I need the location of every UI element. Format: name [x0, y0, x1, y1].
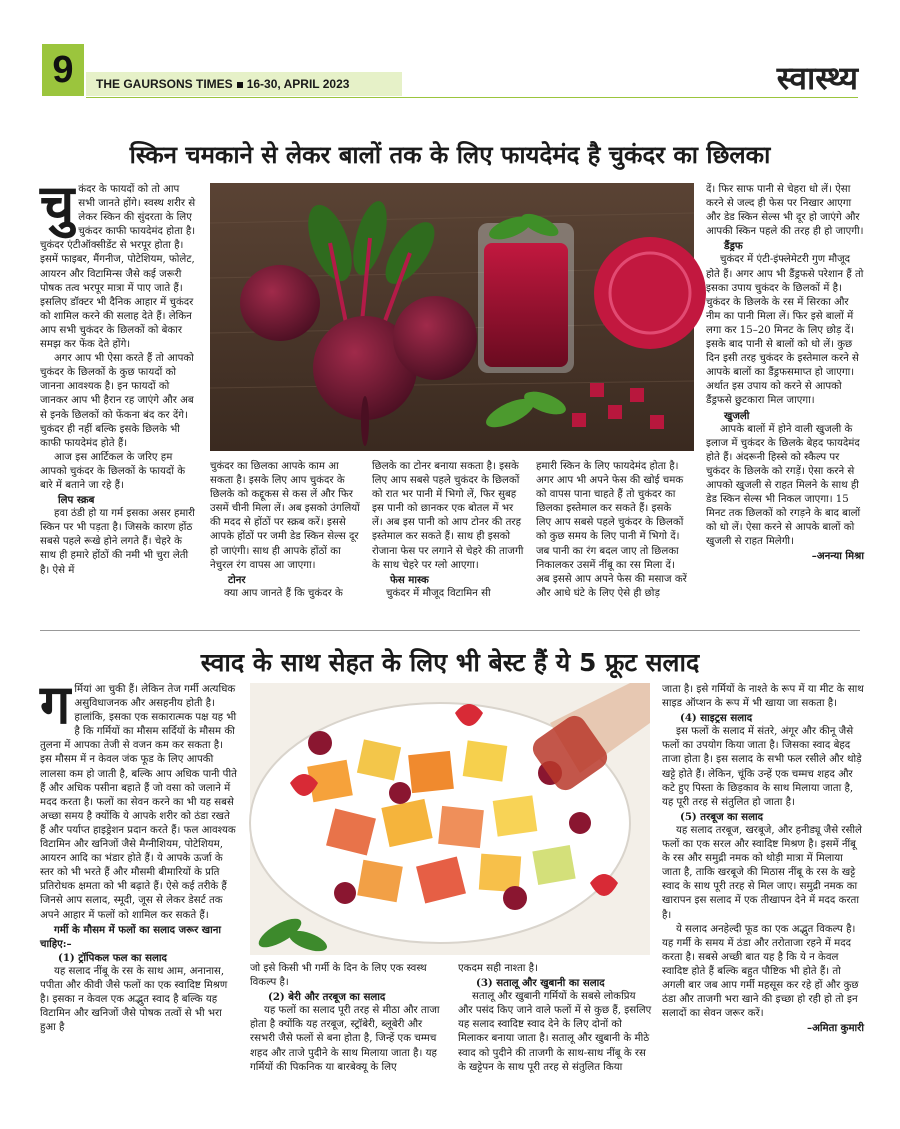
subheading-watermelon-salad: (5) तरबूज का सलाद: [680, 810, 764, 823]
page-number: 9: [42, 44, 84, 96]
article2-subheading: गर्मी के मौसम में फलों का सलाद जरूर खाना चाहिए:–: [40, 923, 222, 950]
header-rule: [86, 97, 858, 98]
article1-paragraph: चुकंदर में मौजूद विटामिन सी: [386, 587, 491, 599]
article2-drop-cap: ग: [40, 673, 71, 736]
subheading-dandruff: डैंड्रफ: [724, 240, 743, 253]
article2-column-2: [250, 962, 448, 1117]
article2-paragraph: र्मियां आ चुकी हैं। लेकिन तेज गर्मी अत्यधिक असुविधाजनक और असहनीय होती है। हालांकि, इसका एक सकारात्मक पक्ष यह भी है कि गर्मियों का मौसम सर्दियों के मौसम की तुलना में आपका तेजी से वजन कम कर सकता है। इस मौसम में न केवल जंक फूड के लिए आपकी लालसा कम हो जाती है, बल्कि आप अधिक पानी पीते हैं और अधिक पसीना बहाते हैं जो वसा को जलाने में मदद करता है। फलों का सेवन करने का भी यह सबसे अच्छा समय है क्योंकि ये आपके शरीर को ठंडा रखते हैं और पर्याप्त हाइड्रेशन प्रदान करते हैं। फल आवश्यक विटामिन और खनिजों जैसे मैग्नीशियम, पोटेशियम, आयरन आदि का भंडार होते हैं। ये आपके ऊर्जा के स्तर को भी भरते हैं और मौसमी बीमारियों के प्रति प्रतिरोधक क्षमता को भी बढ़ाते हैं। ऐसे कई तरीके हैं जिनसे आप सलाद, स्मूदी, जूस से लेकर डेसर्ट तक अपने आहार में फलों को शामिल कर सकते हैं।: [40, 684, 237, 921]
article2-paragraph: यह सलाद नींबू के रस के साथ आम, अनानास, पपीता और कीवी जैसे फलों का एक स्वादिष्ट मिश्रण है। इसका न केवल एक अद्भुत स्वाद है बल्कि यह विटामिन और खनिजों जैसे पोषक तत्वों से भी भरा हुआ है: [40, 965, 228, 1034]
article1-byline: –अनन्या मिश्रा: [811, 550, 864, 563]
article2-column-4: [662, 683, 864, 1117]
article1-paragraph: आपके बालों में होने वाली खुजली के इलाज में चुकंदर के छिलके बेहद फायदेमंद होते हैं। अंदरूनी हिस्से को स्कैल्प पर चुकंदर के छिलके को रगड़ें। ऐसा करने से आपको खुजली से राहत मिलने के साथ ही डेड स्किन सेल्स भी निकल जाएगा। 15 मिनट तक छिलकों को रगड़ने के बाद बालों को धो लें। ऐसा करने से आपके बालों को खुजली से राहत मिलेगी।: [706, 423, 861, 548]
subheading-itching: खुजली: [724, 409, 750, 422]
article2-paragraph: इस फलों के सलाद में संतरे, अंगूर और कीनू जैसे फलों का उपयोग किया जाता है। जिसका स्वाद बेहद ताजा होता है। इस सलाद के सभी फल रसीले और थोड़े खट्टे होते हैं। लेकिन, चूंकि उन्हें एक चम्मच शहद और कटे हुए पिस्ता के छिड़काव के साथ मिलाया जाता है, यह पूरी तरह से संतुलित हो जाता है।: [662, 726, 862, 808]
article1-paragraph: अगर आप भी ऐसा करते हैं तो आपको चुकंदर के छिलकों के कुछ फायदों को जानना आवश्यक है। इन फायदों को जानकर आप भी हैरान रह जाएंगे और अब से इनके छिलकों को फेंकना बंद कर देंगे। चुकंदर ही नहीं बल्कि इसके छिलके भी काफी फायदेमंद होते हैं।: [40, 353, 194, 449]
masthead-bar: [86, 72, 402, 96]
beetroot-photo: [210, 183, 694, 451]
article2-paragraph: एकदम सही नाश्ता है।: [458, 963, 538, 974]
article2-headline: स्वाद के साथ सेहत के लिए भी बेस्ट हैं ये 5 फ्रूट सलाद: [200, 648, 700, 677]
subheading-tropical-salad: (1) ट्रॉपिकल फल का सलाद: [58, 951, 167, 964]
issue-date: 16-30, APRIL 2023: [246, 77, 350, 91]
article1-column-4: [536, 460, 688, 615]
subheading-peach-apricot-salad: (3) सतालू और खुबानी का सलाद: [476, 977, 605, 990]
article2-paragraph: ये सलाद अनहेल्दी फूड का एक अद्भुत विकल्प है। यह गर्मी के समय में ठंडा और तरोताजा रहने में मदद करता है। सबसे अच्छी बात यह है कि ये न केवल स्वादिष्ट होते हैं बल्कि बहुत पौष्टिक भी होते हैं। तो अगली बार जब आप गर्मी महसूस कर रहे हों और कुछ ठंडा और ताजगी भरा खाने की इच्छा हो रही हो तो इन सलादों का सेवन जरूर करें।: [662, 923, 859, 1020]
article1-paragraph: क्या आप जानते हैं कि चुकंदर के: [224, 587, 343, 599]
article2-column-1: [40, 673, 238, 1115]
article1-paragraph: छिलके का टोनर बनाया सकता है। इसके लिए आप सबसे पहले चुकंदर के छिलकों को रात भर पानी में भिगो लें, फिर सुबह इस पानी को छानकर एक बोतल में भर लें। अब इस पानी को आप टोनर की तरह इस्तेमाल कर सकते हैं। साथ ही इसको रोजाना फेस पर लगाने से चेहरे की ताजगी के साथ चेहरे पर ग्लो आएगा।: [372, 461, 524, 571]
article2-column-3: [458, 962, 652, 1117]
article1-paragraph: आज इस आर्टिकल के जरिए हम आपको चुकंदर के छिलकों के फायदों के बारे में बताने जा रहे हैं।: [40, 451, 186, 491]
subheading-face-mask: फेस मास्क: [390, 573, 429, 586]
subheading-berry-melon-salad: (2) बेरी और तरबूज का सलाद: [268, 991, 386, 1004]
article2-paragraph: जो इसे किसी भी गर्मी के दिन के लिए एक स्वस्थ विकल्प है।: [250, 963, 427, 989]
article2-paragraph: यह सलाद तरबूज, खरबूजे, और हनीड्यू जैसे रसीले फलों का एक सरल और स्वादिष्ट मिश्रण है। इसमें नींबू के रस और समुद्री नमक को थोड़ी मात्रा में मिलाया जाता है, ताकि खरबूजे की मिठास नींबू के रस के खट्टे स्वाद के साथ पूरी तरह से मिल जाए। समुद्री नमक का खारापन इस सलाद में एक तीखापन देने में मदद करता है।: [662, 824, 862, 921]
article1-column-5: [706, 183, 864, 615]
article1-paragraph: चुकंदर का छिलका आपके काम आ सकता है। इसके लिए आप चुकंदर के छिलके को कद्दूकस से कस लें और फिर उसमें चीनी मिला लें। अब इसको उंगलियों की मदद से होंठों पर स्क्रब करें। इससे आपके होंठों पर जमी डेड स्किन सेल्स दूर हो जाएंगी। साथ ही आपके होंठों का नेचुरल रंग वापस आ जाएगा।: [210, 461, 360, 571]
subheading-lip-scrub: लिप स्क्रब: [58, 494, 95, 507]
article1-drop-cap: चु: [40, 173, 75, 236]
separator-square: [237, 82, 243, 88]
section-title: स्वास्थ्य: [776, 59, 858, 97]
article2-paragraph: जाता है। इसे गर्मियों के नाश्ते के रूप में या मीट के साथ साइड ऑप्शन के रूप में भी खाया जा सकता है।: [662, 684, 864, 710]
article1-paragraph: कंदर के फायदों को तो आप सभी जानते होंगे। स्वस्थ शरीर से लेकर स्किन की सुंदरता के लिए चुकंदर काफी फायदेमंद होता है। चुकंदर एंटीऑक्सीडेंट से भरपूर होता है। इसमें फाइबर, मैंगनीज, पोटेशियम, फोलेट, आयरन और विटामिन्स जैसे कई जरूरी पोषक तत्व भरपूर मात्रा में पाए जाते हैं। इसलिए डॉक्टर भी दैनिक आहार में चुकंदर को शामिल करने की सलाह देते हैं। लेकिन आप सभी चुकंदर के छिलकों को बेकार समझ कर फेंक देते होंगे।: [40, 184, 196, 351]
article-separator: [40, 630, 860, 631]
article2-byline: –अमिता कुमारी: [807, 1022, 864, 1035]
article1-paragraph: चुकंदर में एंटी-इंफ्लेमेटरी गुण मौजूद होते हैं। अगर आप भी डैंड्रफसे परेशान हैं तो इसका उपाय चुकंदर के छिलकों में है। चुकंदर के छिलके के रस में सिरका और नीम का पानी मिला लें। फिर इसे बालों में लगा कर 15–20 मिनट के लिए छोड़ दें। इसके बाद पानी से बालों को धो लें। कुछ दिन इसी तरह चुकंदर के इस्तेमाल करने से आपके बालों का डैंड्रफसमाप्त हो जाएगा। अर्थात इस उपाय को करने से आपको डैंड्रफसे छुटकारा मिल जाएगा।: [706, 254, 864, 407]
article2-paragraph: सतालू और खुबानी गर्मियों के सबसे लोकप्रिय और पसंद किए जाने वाले फलों में से कुछ हैं, इसलिए यह सलाद स्वादिष्ट स्वाद देने के लिए दोनों को मिलाकर बनाया जाता है। सतालू और खुबानी के मीठे स्वाद को पुदीने की ताजगी के साथ-साथ नींबू के रस के खट्टेपन के साथ पूरी तरह से संतुलित किया: [458, 991, 652, 1073]
article1-paragraph: हवा ठंडी हो या गर्म इसका असर हमारी स्किन पर भी पड़ता है। जिसके कारण होंठ सबसे पहले रूखे होने लगते हैं। चेहरे के साथ ही हमारे होंठों की नमी भी चुरा लेती है। ऐसे में: [40, 508, 195, 576]
article1-column-1: [40, 173, 197, 576]
article1-paragraph: हमारी स्किन के लिए फायदेमंद होता है। अगर आप भी अपने फेस की खोई चमक को वापस पाना चाहते हैं तो चुकंदर का छिलका इस्तेमाल कर सकते हैं। इसके लिए आप सबसे पहले चुकंदर के छिलकों को कुछ समय के लिए पानी में भिगो दें। जब पानी का रंग बदल जाए तो छिलका निकालकर उसमें नींबू का रस मिला दें। अब इससे आप अपने फेस की मसाज करें और आधे घंटे के लिए ऐसे ही छोड़: [536, 461, 687, 599]
beetroot-illustration: [210, 183, 694, 451]
subheading-toner: टोनर: [228, 573, 246, 586]
fruit-salad-photo: [250, 683, 650, 955]
article2-paragraph: यह फलों का सलाद पूरी तरह से मीठा और ताजा होता है क्योंकि यह तरबूज, स्ट्रॉबेरी, ब्लूबेरी और रसभरी जैसे फलों से बना होता है, जिन्हें एक चम्मच शहद और ताजे पुदीने के साथ मिलाया जाता है। यह गर्मियों की पिकनिक या बारबेक्यू के लिए: [250, 1005, 440, 1073]
article1-column-2: [210, 460, 360, 615]
article1-column-3: [372, 460, 524, 615]
fruit-salad-illustration: [250, 683, 650, 955]
article1-headline: स्किन चमकाने से लेकर बालों तक के लिए फायदेमंद है चुकंदर का छिलका: [129, 141, 771, 169]
publication-name: THE GAURSONS TIMES: [96, 77, 233, 91]
article1-paragraph: दें। फिर साफ पानी से चेहरा धो लें। ऐसा करने से जल्द ही फेस पर निखार आएगा और डेड स्किन सेल्स भी दूर हो जाएंगे और आपकी स्किन पहले की तरह ही हो जाएगी।: [706, 184, 864, 238]
subheading-citrus-salad: (4) साइट्रस सलाद: [680, 712, 753, 725]
